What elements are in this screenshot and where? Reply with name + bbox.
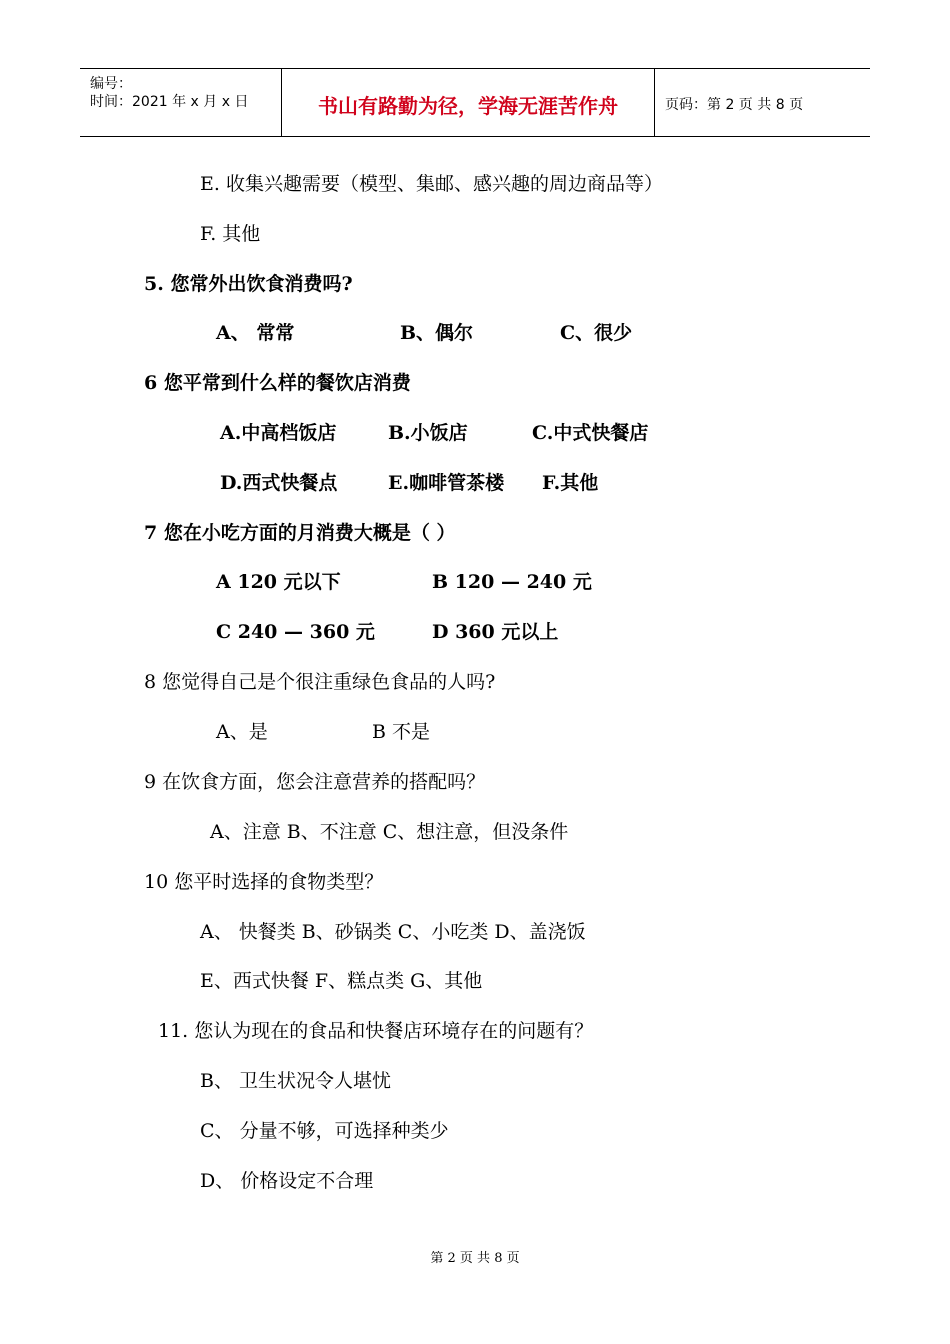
question-10: 10 您平时选择的食物类型？ <box>144 871 384 893</box>
question-8: 8 您觉得自己是个很注重绿色食品的人吗? <box>144 671 496 693</box>
page-label: 页码：第 2 页 共 8 页 <box>665 97 804 113</box>
q8-option-b: B 不是 <box>372 721 431 743</box>
q6-option-e: E.咖啡管茶楼 <box>388 472 505 494</box>
q5-option-c: C、很少 <box>560 322 633 344</box>
question-7: 7 您在小吃方面的月消费大概是（ ） <box>144 522 456 544</box>
q8-option-a: A、是 <box>216 721 268 743</box>
question-11: 11. 您认为现在的食品和快餐店环境存在的问题有？ <box>158 1020 594 1042</box>
q11-option-c: C、 分量不够，可选择种类少 <box>200 1120 449 1142</box>
q7-option-b: B 120 — 240 元 <box>432 571 592 593</box>
q7-option-d: D 360 元以上 <box>432 621 559 643</box>
motto: 书山有路勤为径，学海无涯苦作舟 <box>318 94 618 118</box>
serial-label: 编号： <box>90 76 132 92</box>
question-9: 9 在饮食方面，您会注意营养的搭配吗？ <box>144 771 486 793</box>
q5-option-a: A、 常常 <box>216 322 295 344</box>
q10-options-row-2: E、西式快餐 F、糕点类 G、其他 <box>200 970 483 992</box>
header-page-cell <box>655 69 870 136</box>
q10-options-row-1: A、 快餐类 B、砂锅类 C、小吃类 D、盖浇饭 <box>200 921 586 943</box>
q7-option-c: C 240 — 360 元 <box>216 621 375 643</box>
question-5: 5. 您常外出饮食消费吗? <box>144 273 353 295</box>
q7-option-a: A 120 元以下 <box>216 571 341 593</box>
page-footer: 第 2 页 共 8 页 <box>430 1251 520 1266</box>
q11-option-b: B、 卫生状况令人堪忧 <box>200 1070 392 1092</box>
q6-option-b: B.小饭店 <box>388 422 468 444</box>
q5-option-b: B、偶尔 <box>400 322 474 344</box>
question-6: 6 您平常到什么样的餐饮店消费 <box>144 372 411 394</box>
q6-option-c: C.中式快餐店 <box>532 422 649 444</box>
q6-option-f: F.其他 <box>542 472 599 494</box>
header-table <box>80 68 870 137</box>
q4-option-e: E. 收集兴趣需要（模型、集邮、感兴趣的周边商品等） <box>200 173 663 195</box>
q6-option-a: A.中高档饭店 <box>220 422 337 444</box>
header-info-cell <box>80 69 282 136</box>
q6-option-d: D.西式快餐点 <box>220 472 338 494</box>
q9-options: A、注意 B、不注意 C、想注意，但没条件 <box>210 821 569 843</box>
time-label: 时间：2021 年 x 月 x 日 <box>90 94 249 110</box>
q4-option-f: F. 其他 <box>200 223 261 245</box>
header-motto-cell <box>282 69 655 136</box>
q11-option-d: D、 价格设定不合理 <box>200 1170 374 1192</box>
